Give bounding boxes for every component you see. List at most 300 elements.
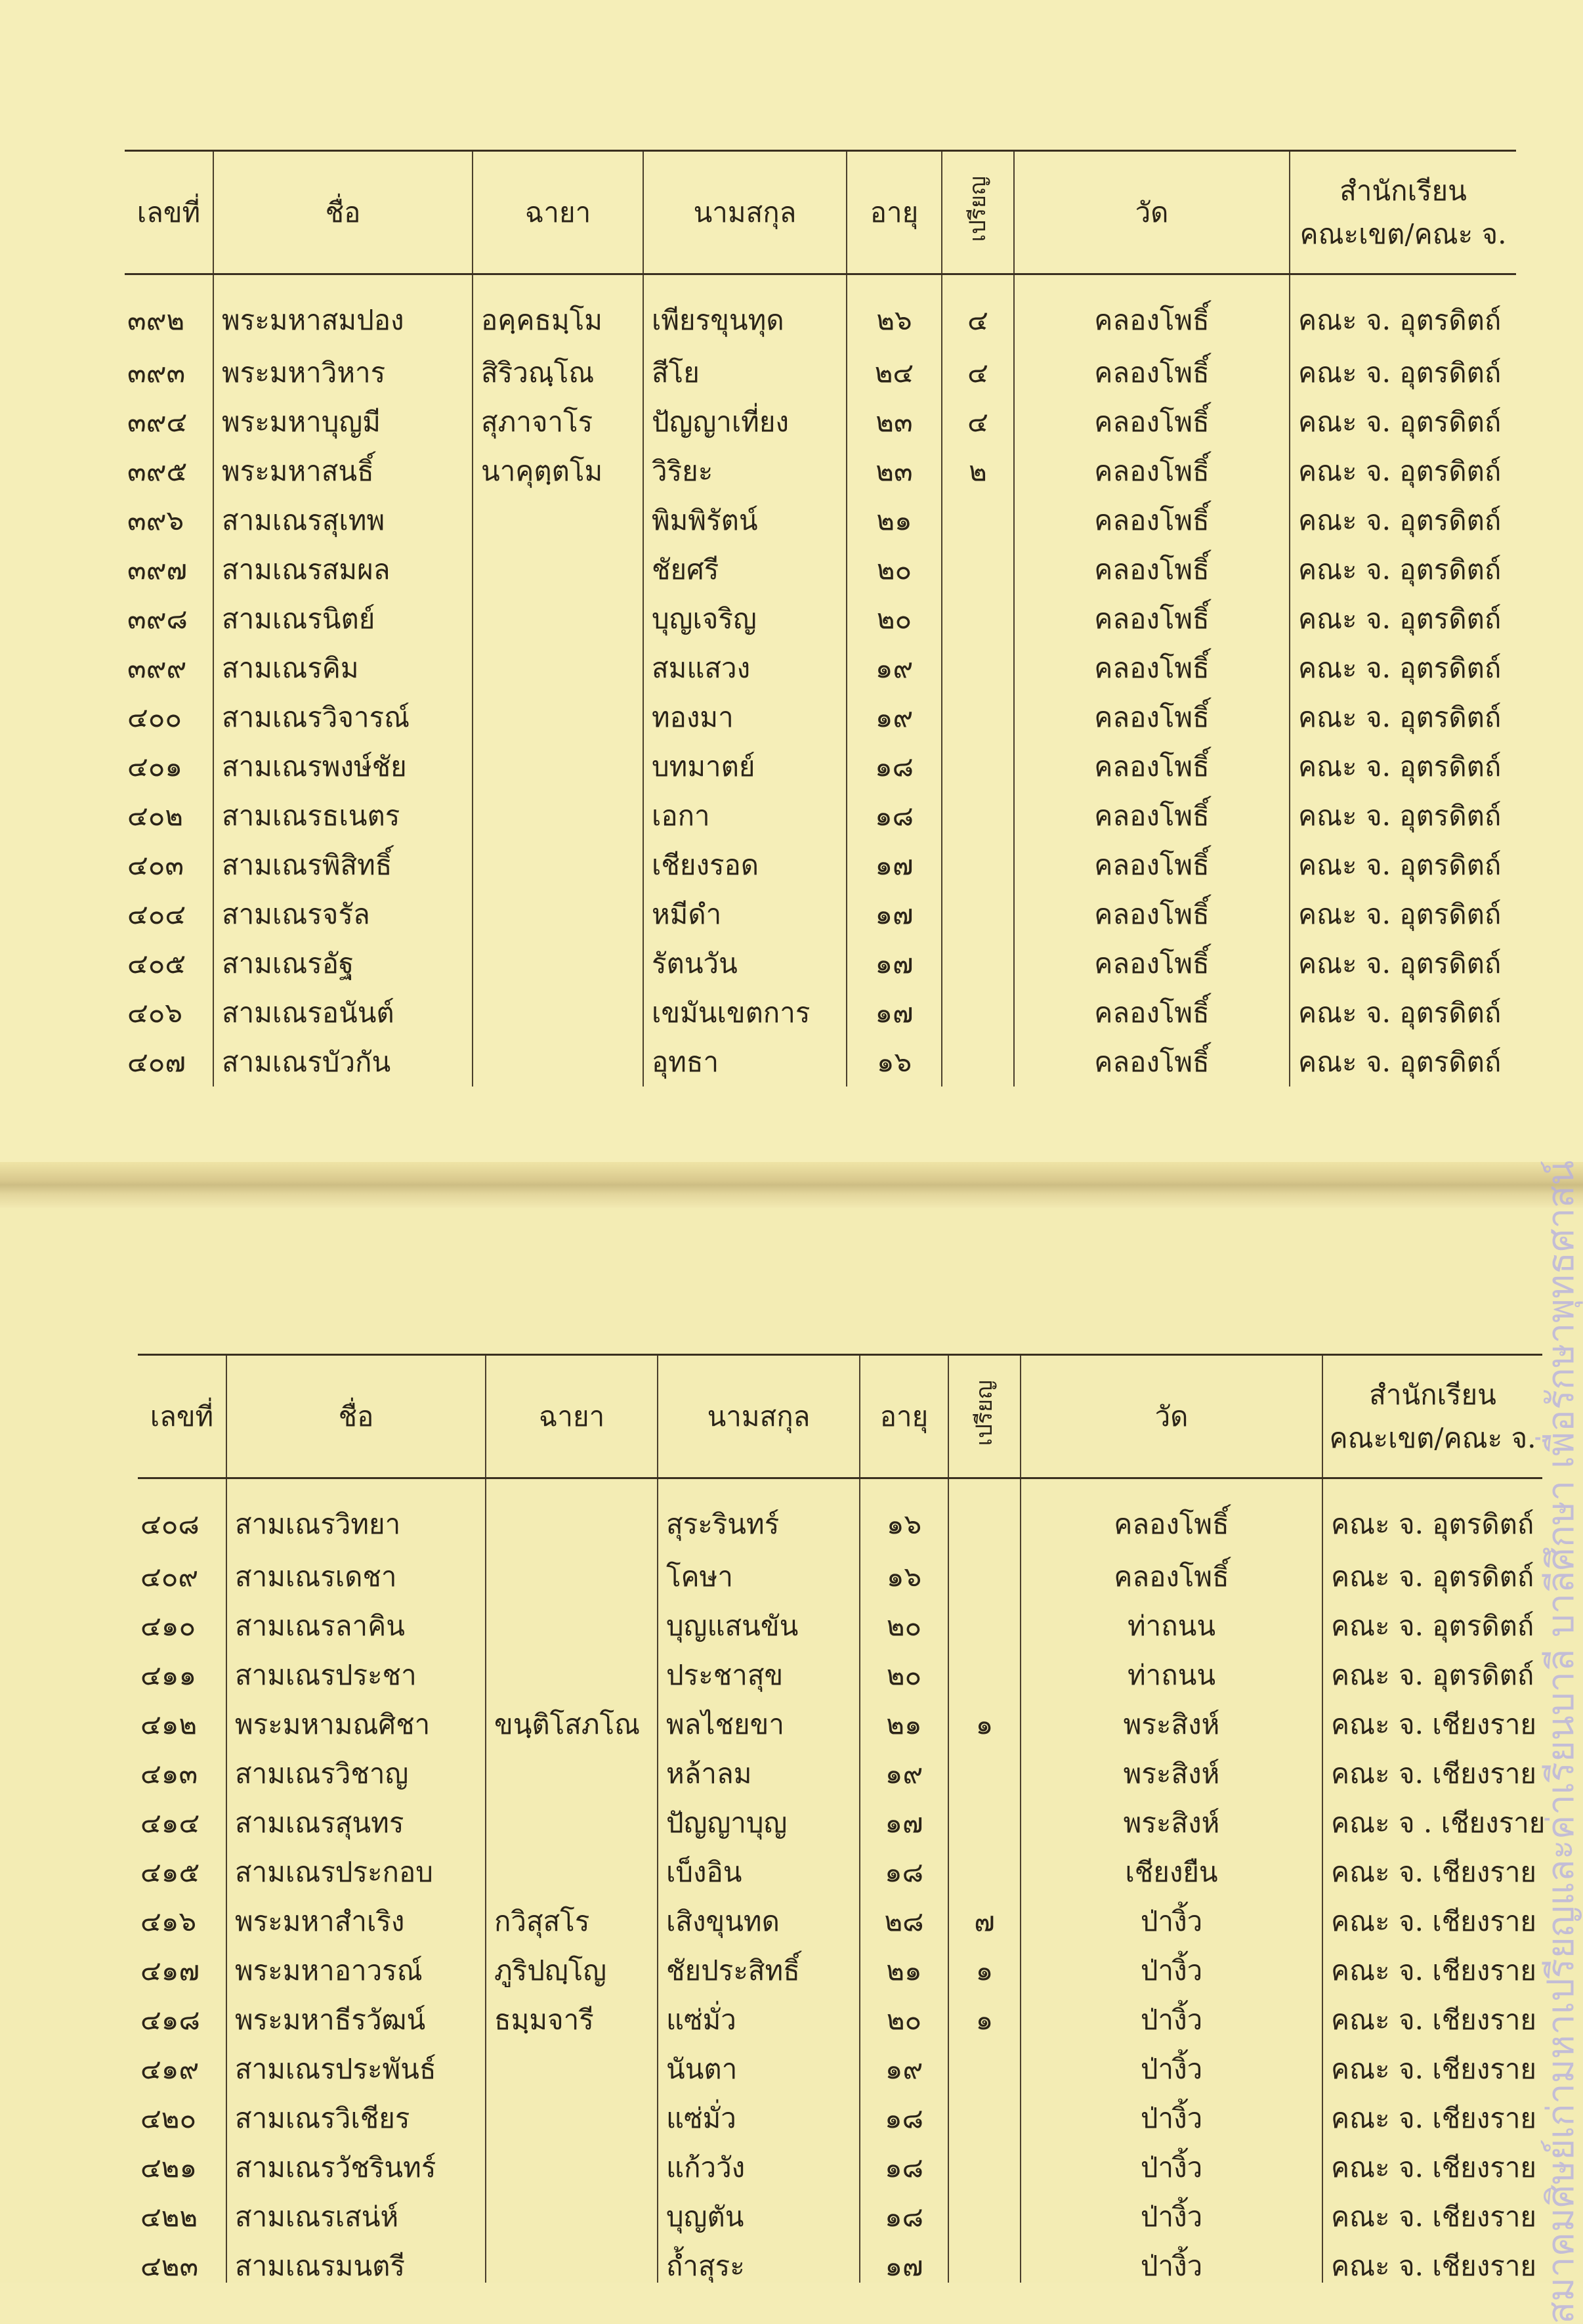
cell-name: สามเณรนิตย์: [213, 594, 473, 643]
cell-wat: คลองโพธิ์: [1014, 988, 1290, 1037]
cell-chaya: สุภาจาโร: [473, 397, 643, 446]
cell-chaya: [473, 791, 643, 840]
table-row: [138, 2094, 1542, 2143]
cell-age: ๑๗: [847, 890, 942, 939]
cell-school: คณะ จ. เชียงราย: [1322, 1995, 1542, 2044]
cell-chaya: [473, 496, 643, 545]
cell-wat: คลองโพธิ์: [1014, 348, 1290, 397]
cell-level: ๒: [942, 446, 1014, 496]
cell-surname: พลไชยขา: [658, 1700, 860, 1749]
header-school-line2: คณะเขต/คณะ จ.: [1329, 1421, 1536, 1454]
cell-chaya: [473, 594, 643, 643]
cell-level: [948, 2094, 1021, 2143]
cell-number: ๔๐๓: [127, 848, 184, 881]
cell-number: ๓๙๔: [127, 405, 188, 438]
roster-table-top: [125, 150, 1516, 1087]
cell-wat: คลองโพธิ์: [1014, 446, 1290, 496]
table-row: [125, 274, 1516, 349]
cell-wat: พระสิงห์: [1021, 1798, 1322, 1847]
cell-chaya: [486, 2044, 658, 2094]
cell-level: [942, 890, 1014, 939]
cell-level: [942, 545, 1014, 594]
cell-wat: ป่างิ้ว: [1021, 2143, 1322, 2192]
cell-name: สามเณรอัฐ: [213, 939, 473, 988]
cell-school: คณะ จ. อุตรดิตถ์: [1290, 397, 1516, 446]
table-row: [125, 446, 1516, 496]
table-row: [125, 693, 1516, 742]
cell-level: [948, 1847, 1021, 1897]
cell-age: ๑๗: [847, 939, 942, 988]
cell-name: สามเณรเสน่ห์: [226, 2192, 486, 2241]
cell-name: สามเณรวัชรินทร์: [226, 2143, 486, 2192]
cell-school: คณะ จ. เชียงราย: [1322, 1897, 1542, 1946]
cell-name: พระมหาวิหาร: [213, 348, 473, 397]
cell-surname: สมแสวง: [643, 643, 847, 693]
cell-surname: ประชาสุข: [658, 1650, 860, 1700]
cell-school: คณะ จ. อุตรดิตถ์: [1322, 1650, 1542, 1700]
cell-number: ๔๑๕: [140, 1855, 200, 1888]
cell-number: ๔๐๕: [127, 947, 186, 979]
cell-wat: คลองโพธิ์: [1014, 496, 1290, 545]
header-level-label: เปรียญ: [971, 1380, 998, 1446]
cell-level: [942, 496, 1014, 545]
cell-chaya: นาคุตฺตโม: [473, 446, 643, 496]
cell-surname: สุระรินทร์: [658, 1478, 860, 1553]
cell-school: คณะ จ. อุตรดิตถ์: [1290, 939, 1516, 988]
cell-age: ๑๘: [860, 2192, 948, 2241]
cell-name: สามเณรลาคิน: [226, 1601, 486, 1650]
cell-level: ๔: [942, 397, 1014, 446]
cell-number: ๓๙๕: [127, 454, 188, 487]
cell-age: ๑๖: [860, 1478, 948, 1553]
cell-surname: เพียรขุนทุด: [643, 274, 847, 349]
cell-chaya: [473, 545, 643, 594]
cell-chaya: [473, 643, 643, 693]
cell-number: ๔๒๑: [140, 2151, 198, 2184]
cell-wat: ท่าถนน: [1021, 1650, 1322, 1700]
cell-wat: คลองโพธิ์: [1014, 545, 1290, 594]
cell-surname: เบ็งอิน: [658, 1847, 860, 1897]
cell-level: [948, 2241, 1021, 2283]
cell-chaya: [473, 988, 643, 1037]
cell-name: สามเณรพงษ์ชัย: [213, 742, 473, 791]
table-row: [138, 2044, 1542, 2094]
cell-chaya: [473, 840, 643, 890]
cell-chaya: ขนฺติโสภโณ: [486, 1700, 658, 1749]
cell-age: ๑๘: [847, 742, 942, 791]
header-wat: วัด: [1014, 151, 1290, 274]
cell-name: สามเณรสุเทพ: [213, 496, 473, 545]
cell-chaya: อคฺคธมฺโม: [473, 274, 643, 349]
header-school-line1: สำนักเรียน: [1369, 1378, 1496, 1411]
cell-surname: แซ่มั่ว: [658, 2094, 860, 2143]
cell-wat: พระสิงห์: [1021, 1700, 1322, 1749]
cell-level: [942, 1037, 1014, 1087]
cell-number: ๔๐๒: [127, 799, 184, 832]
cell-age: ๒๑: [860, 1700, 948, 1749]
cell-chaya: [486, 1798, 658, 1847]
cell-chaya: [486, 1650, 658, 1700]
cell-surname: สีโย: [643, 348, 847, 397]
cell-age: ๑๙: [860, 1749, 948, 1798]
cell-number: ๔๐๐: [127, 700, 182, 733]
cell-chaya: [486, 2241, 658, 2283]
cell-age: ๒๘: [860, 1897, 948, 1946]
cell-wat: ป่างิ้ว: [1021, 1897, 1322, 1946]
cell-wat: ท่าถนน: [1021, 1601, 1322, 1650]
cell-surname: ทองมา: [643, 693, 847, 742]
cell-age: ๑๙: [860, 2044, 948, 2094]
header-chaya: ฉายา: [486, 1355, 658, 1478]
cell-school: คณะ จ. อุตรดิตถ์: [1290, 643, 1516, 693]
cell-name: สามเณรจรัล: [213, 890, 473, 939]
header-school-line2: คณะเขต/คณะ จ.: [1299, 217, 1507, 250]
cell-school: คณะ จ. อุตรดิตถ์: [1322, 1552, 1542, 1601]
table-row: [125, 939, 1516, 988]
table-row: [138, 1847, 1542, 1897]
cell-number: ๔๑๑: [140, 1658, 197, 1691]
cell-number: ๔๐๙: [140, 1560, 199, 1593]
cell-level: ๗: [948, 1897, 1021, 1946]
table-row: [138, 2143, 1542, 2192]
cell-number: ๔๒๓: [140, 2249, 199, 2282]
table-row: [125, 545, 1516, 594]
cell-surname: หมีดำ: [643, 890, 847, 939]
cell-school: คณะ จ. เชียงราย: [1322, 1946, 1542, 1995]
cell-age: ๒๔: [847, 348, 942, 397]
cell-school: คณะ จ. เชียงราย: [1322, 2192, 1542, 2241]
header-surname: นามสกุล: [643, 151, 847, 274]
header-no: เลขที่: [125, 151, 213, 274]
cell-school: คณะ จ. อุตรดิตถ์: [1290, 496, 1516, 545]
cell-school: คณะ จ. อุตรดิตถ์: [1290, 791, 1516, 840]
cell-school: คณะ จ. เชียงราย: [1322, 2241, 1542, 2283]
cell-age: ๑๘: [847, 791, 942, 840]
cell-chaya: [486, 1478, 658, 1553]
cell-age: ๑๘: [860, 2143, 948, 2192]
cell-school: คณะ จ. เชียงราย: [1322, 2094, 1542, 2143]
cell-chaya: สิริวณฺโณ: [473, 348, 643, 397]
cell-age: ๒๖: [847, 274, 942, 349]
cell-level: [948, 2044, 1021, 2094]
cell-level: [948, 2143, 1021, 2192]
cell-age: ๒๑: [860, 1946, 948, 1995]
cell-age: ๒๐: [847, 594, 942, 643]
cell-wat: คลองโพธิ์: [1014, 1037, 1290, 1087]
cell-surname: วิริยะ: [643, 446, 847, 496]
table-row: [125, 988, 1516, 1037]
cell-surname: บุญเจริญ: [643, 594, 847, 643]
cell-name: พระมหาอาวรณ์: [226, 1946, 486, 1995]
cell-wat: คลองโพธิ์: [1014, 791, 1290, 840]
cell-chaya: [473, 939, 643, 988]
archive-watermark: สมาคมศิษย์เก่ามหาเปรียญและค่าเรียนบาลี บาลีศึกษา เพื่อรักษาพุทธศาสน์: [1540, 1160, 1582, 2324]
table-row: [138, 1478, 1542, 1553]
cell-wat: ป่างิ้ว: [1021, 2241, 1322, 2283]
table-header: [125, 151, 1516, 274]
cell-surname: นันตา: [658, 2044, 860, 2094]
cell-age: ๑๖: [847, 1037, 942, 1087]
cell-level: ๑: [948, 1995, 1021, 2044]
cell-number: ๔๑๘: [140, 2003, 200, 2036]
header-school: [1322, 1355, 1542, 1478]
cell-wat: คลองโพธิ์: [1014, 397, 1290, 446]
table-row: [125, 890, 1516, 939]
header-surname: นามสกุล: [658, 1355, 860, 1478]
table-row: [138, 1650, 1542, 1700]
cell-school: คณะ จ. อุตรดิตถ์: [1322, 1601, 1542, 1650]
cell-number: ๓๙๙: [127, 651, 187, 684]
roster-table-bottom: [138, 1354, 1546, 2283]
header-age: อายุ: [860, 1355, 948, 1478]
cell-age: ๑๖: [860, 1552, 948, 1601]
header-age: อายุ: [847, 151, 942, 274]
table-row: [138, 1946, 1542, 1995]
table-row: [138, 1552, 1542, 1601]
cell-name: พระมหาบุญมี: [213, 397, 473, 446]
cell-surname: หล้าลม: [658, 1749, 860, 1798]
cell-level: ๔: [942, 348, 1014, 397]
cell-age: ๒๐: [860, 1650, 948, 1700]
cell-wat: คลองโพธิ์: [1014, 594, 1290, 643]
table-row: [138, 1601, 1542, 1650]
table-row: [125, 397, 1516, 446]
cell-number: ๓๙๓: [127, 356, 186, 389]
cell-wat: ป่างิ้ว: [1021, 2044, 1322, 2094]
cell-name: สามเณรประพันธ์: [226, 2044, 486, 2094]
cell-name: สามเณรวิทยา: [226, 1478, 486, 1553]
cell-school: คณะ จ. เชียงราย: [1322, 1700, 1542, 1749]
header-chaya: ฉายา: [473, 151, 643, 274]
cell-level: ๑: [948, 1700, 1021, 1749]
cell-wat: คลองโพธิ์: [1014, 890, 1290, 939]
cell-level: [942, 840, 1014, 890]
cell-age: ๑๘: [860, 2094, 948, 2143]
cell-name: สามเณรสุนทร: [226, 1798, 486, 1847]
cell-wat: คลองโพธิ์: [1014, 643, 1290, 693]
header-level-label: เปรียญ: [965, 176, 991, 242]
cell-level: [942, 939, 1014, 988]
cell-number: ๔๑๐: [140, 1609, 196, 1642]
header-school: [1290, 151, 1516, 274]
table-row: [138, 1700, 1542, 1749]
cell-number: ๔๑๗: [140, 1954, 200, 1987]
cell-chaya: [486, 1847, 658, 1897]
cell-school: คณะ จ. อุตรดิตถ์: [1290, 1037, 1516, 1087]
cell-surname: โคษา: [658, 1552, 860, 1601]
table-row: [125, 840, 1516, 890]
cell-name: สามเณรวิเชียร: [226, 2094, 486, 2143]
cell-number: ๓๙๖: [127, 504, 184, 536]
cell-wat: ป่างิ้ว: [1021, 2094, 1322, 2143]
cell-wat: คลองโพธิ์: [1021, 1478, 1322, 1553]
table-row: [138, 1995, 1542, 2044]
cell-name: สามเณรธเนตร: [213, 791, 473, 840]
cell-level: [948, 1798, 1021, 1847]
cell-name: พระมหาสนธิ์: [213, 446, 473, 496]
cell-number: ๓๙๒: [127, 303, 185, 336]
bottom-page: [0, 1208, 1583, 2283]
cell-number: ๓๙๘: [127, 602, 188, 635]
cell-name: สามเณรประกอบ: [226, 1847, 486, 1897]
cell-level: [948, 1552, 1021, 1601]
cell-age: ๒๐: [860, 1995, 948, 2044]
cell-age: ๒๐: [847, 545, 942, 594]
table-row: [138, 2192, 1542, 2241]
header-no: เลขที่: [138, 1355, 226, 1478]
cell-level: [948, 1601, 1021, 1650]
cell-age: ๒๓: [847, 446, 942, 496]
cell-surname: ปัญญาเที่ยง: [643, 397, 847, 446]
cell-number: ๔๑๖: [140, 1904, 197, 1937]
cell-level: [948, 1650, 1021, 1700]
cell-level: [942, 742, 1014, 791]
cell-wat: คลองโพธิ์: [1014, 693, 1290, 742]
cell-chaya: ภูริปญฺโญ: [486, 1946, 658, 1995]
cell-surname: เขมันเขตการ: [643, 988, 847, 1037]
cell-chaya: [473, 693, 643, 742]
cell-level: [942, 594, 1014, 643]
cell-number: ๔๑๙: [140, 2052, 200, 2085]
cell-age: ๑๗: [847, 988, 942, 1037]
cell-school: คณะ จ. อุตรดิตถ์: [1290, 545, 1516, 594]
cell-chaya: กวิสุสโร: [486, 1897, 658, 1946]
table-body-top: [125, 274, 1516, 1087]
cell-surname: ชัยประสิทธิ์: [658, 1946, 860, 1995]
cell-school: คณะ จ. เชียงราย: [1322, 2143, 1542, 2192]
cell-school: คณะ จ. อุตรดิตถ์: [1290, 348, 1516, 397]
cell-wat: ป่างิ้ว: [1021, 2192, 1322, 2241]
cell-number: ๔๐๔: [127, 897, 186, 930]
cell-age: ๑๙: [847, 693, 942, 742]
cell-name: สามเณรวิจารณ์: [213, 693, 473, 742]
cell-chaya: ธมฺมจารี: [486, 1995, 658, 2044]
cell-school: คณะ จ. อุตรดิตถ์: [1290, 446, 1516, 496]
cell-level: [948, 1749, 1021, 1798]
cell-wat: ป่างิ้ว: [1021, 1946, 1322, 1995]
cell-name: สามเณรพิสิทธิ์: [213, 840, 473, 890]
cell-school: คณะ จ. อุตรดิตถ์: [1322, 1478, 1542, 1553]
cell-surname: แซ่มั่ว: [658, 1995, 860, 2044]
cell-age: ๑๗: [860, 1798, 948, 1847]
cell-surname: ปัญญาบุญ: [658, 1798, 860, 1847]
cell-name: พระมหาธีรวัฒน์: [226, 1995, 486, 2044]
cell-chaya: [473, 890, 643, 939]
cell-chaya: [486, 1601, 658, 1650]
cell-surname: เชียงรอด: [643, 840, 847, 890]
cell-wat: ป่างิ้ว: [1021, 1995, 1322, 2044]
cell-age: ๑๙: [847, 643, 942, 693]
table-row: [125, 496, 1516, 545]
cell-chaya: [486, 2192, 658, 2241]
cell-surname: ชัยศรี: [643, 545, 847, 594]
cell-school: คณะ จ. เชียงราย: [1322, 1749, 1542, 1798]
cell-chaya: [486, 2143, 658, 2192]
cell-age: ๑๗: [860, 2241, 948, 2283]
cell-chaya: [473, 742, 643, 791]
cell-age: ๑๘: [860, 1847, 948, 1897]
cell-age: ๒๓: [847, 397, 942, 446]
cell-name: สามเณรบัวกัน: [213, 1037, 473, 1087]
cell-chaya: [486, 1749, 658, 1798]
cell-name: สามเณรมนตรี: [226, 2241, 486, 2283]
cell-level: [942, 693, 1014, 742]
table-row: [138, 2241, 1542, 2283]
cell-number: ๔๑๓: [140, 1757, 198, 1790]
cell-number: ๔๐๖: [127, 996, 183, 1029]
table-row: [125, 742, 1516, 791]
cell-school: คณะ จ. เชียงราย: [1322, 1847, 1542, 1897]
cell-number: ๔๐๘: [140, 1507, 200, 1540]
cell-wat: คลองโพธิ์: [1014, 274, 1290, 349]
cell-wat: พระสิงห์: [1021, 1749, 1322, 1798]
cell-name: พระมหามณศิชา: [226, 1700, 486, 1749]
cell-name: พระมหาสำเริง: [226, 1897, 486, 1946]
cell-school: คณะ จ. อุตรดิตถ์: [1290, 840, 1516, 890]
cell-surname: เสิงขุนทด: [658, 1897, 860, 1946]
cell-school: คณะ จ. อุตรดิตถ์: [1290, 693, 1516, 742]
cell-name: สามเณรอนันต์: [213, 988, 473, 1037]
cell-age: ๑๗: [847, 840, 942, 890]
table-row: [125, 643, 1516, 693]
header-level: [948, 1355, 1021, 1478]
cell-level: [942, 643, 1014, 693]
cell-school: คณะ จ. เชียงราย: [1322, 2044, 1542, 2094]
cell-wat: คลองโพธิ์: [1014, 742, 1290, 791]
cell-surname: บุญตัน: [658, 2192, 860, 2241]
cell-surname: รัตนวัน: [643, 939, 847, 988]
cell-number: ๔๐๗: [127, 1045, 186, 1078]
cell-name: พระมหาสมปอง: [213, 274, 473, 349]
cell-school: คณะ จ. อุตรดิตถ์: [1290, 742, 1516, 791]
cell-name: สามเณรประชา: [226, 1650, 486, 1700]
cell-chaya: [473, 1037, 643, 1087]
cell-school: คณะ จ. อุตรดิตถ์: [1290, 274, 1516, 349]
table-row: [125, 1037, 1516, 1087]
cell-name: สามเณรคิม: [213, 643, 473, 693]
cell-wat: คลองโพธิ์: [1021, 1552, 1322, 1601]
cell-name: สามเณรวิชาญ: [226, 1749, 486, 1798]
cell-number: ๔๒๐: [140, 2101, 197, 2134]
cell-level: [942, 791, 1014, 840]
cell-surname: บทมาตย์: [643, 742, 847, 791]
cell-level: ๔: [942, 274, 1014, 349]
cell-surname: พิมพิรัตน์: [643, 496, 847, 545]
table-row: [125, 791, 1516, 840]
cell-age: ๒๐: [860, 1601, 948, 1650]
cell-number: ๓๙๗: [127, 553, 188, 586]
cell-school: คณะ จ. อุตรดิตถ์: [1290, 988, 1516, 1037]
cell-wat: เชียงยืน: [1021, 1847, 1322, 1897]
cell-school: คณะ จ. อุตรดิตถ์: [1290, 890, 1516, 939]
table-body-bottom: [138, 1478, 1546, 2283]
cell-number: ๔๑๔: [140, 1806, 200, 1839]
table-row: [125, 348, 1516, 397]
book-gutter: [0, 1162, 1583, 1208]
cell-name: สามเณรสมผล: [213, 545, 473, 594]
cell-surname: บุญแสนขัน: [658, 1601, 860, 1650]
cell-school: คณะ จ. อุตรดิตถ์: [1290, 594, 1516, 643]
cell-number: ๔๑๒: [140, 1708, 198, 1740]
cell-surname: ถ้ำสุระ: [658, 2241, 860, 2283]
cell-wat: คลองโพธิ์: [1014, 840, 1290, 890]
cell-level: [942, 988, 1014, 1037]
cell-number: ๔๒๒: [140, 2200, 198, 2233]
cell-level: ๑: [948, 1946, 1021, 1995]
cell-level: [948, 2192, 1021, 2241]
table-row: [125, 594, 1516, 643]
header-level: [942, 151, 1014, 274]
